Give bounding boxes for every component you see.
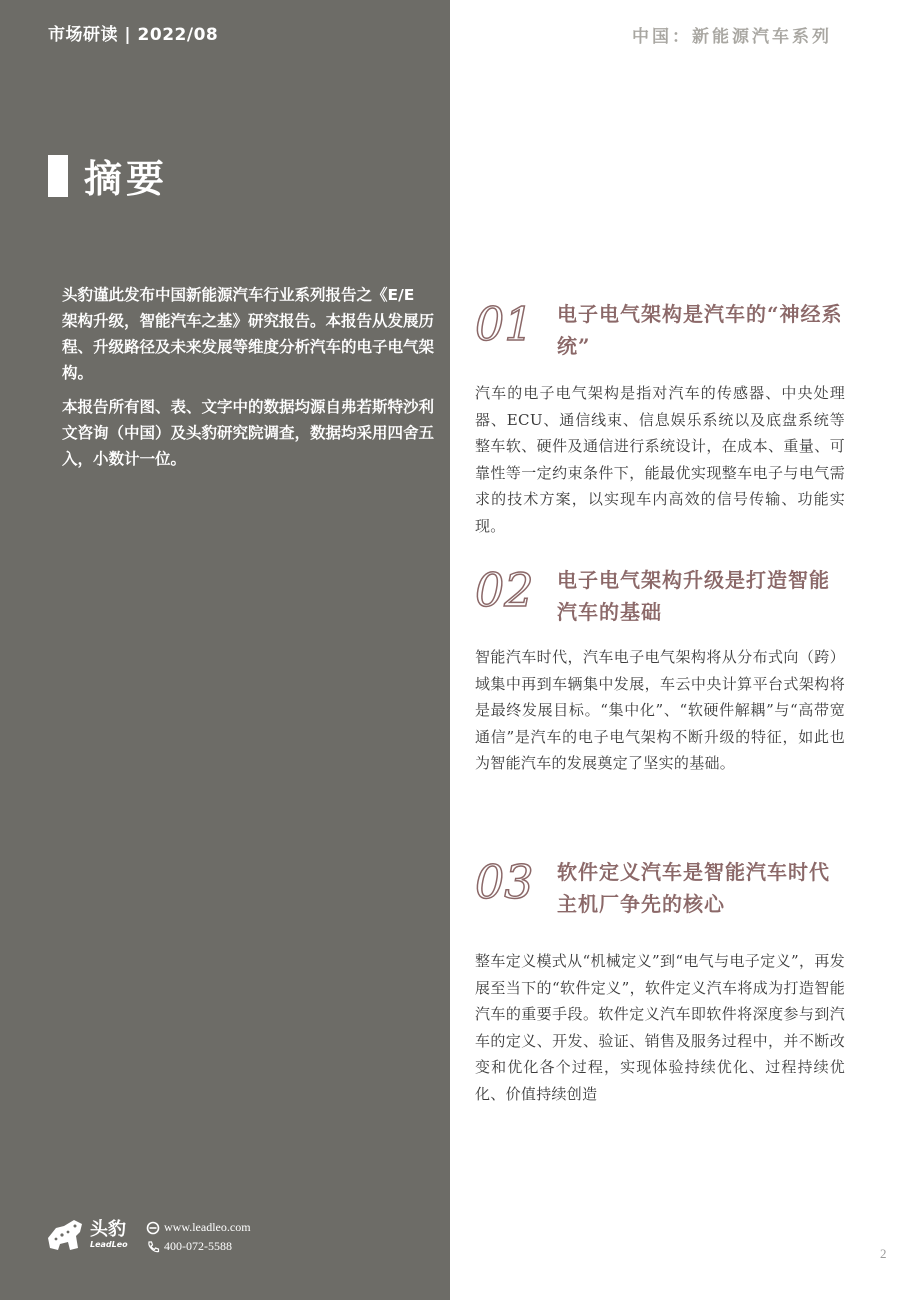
section-body: 整车定义模式从“机械定义”到“电气与电子定义”，再发展至当下的“软件定义”，软件定义汽车将成为打造智能汽车的重要手段。软件定义汽车即软件将深度参与到汽车的定义、开发、验证、销售及服务过程中，并不断改变和优化各个过程，实现体验持续优化、过程持续优化、价值持续创造 [475, 952, 845, 1103]
page-number: 2 [880, 1246, 887, 1261]
summary-paragraph: 头豹谨此发布中国新能源汽车行业系列报告之《E/E 架构升级，智能汽车之基》研究报告。本报告从发展历程、升级路径及未来发展等维度分析汽车的电子电气架构。 [62, 286, 435, 382]
section-03 [475, 856, 845, 1107]
section-header [475, 298, 845, 368]
website-link[interactable]: www.leadleo.com [164, 1220, 251, 1234]
phone-row [146, 1237, 251, 1256]
logo-english: LeadLeo [90, 1240, 128, 1249]
summary-intro [62, 282, 434, 480]
summary-heading [48, 148, 168, 203]
section-01 [475, 298, 845, 539]
section-number: 01 [475, 297, 534, 351]
section-number: 02 [475, 563, 534, 617]
section-body: 汽车的电子电气架构是指对汽车的传感器、中央处理器、ECU、通信线束、信息娱乐系统以及底盘系统等整车软、硬件及通信进行系统设计，在成本、重量、可靠性等一定约束条件下，能最优实现整车电子与电气需求的技术方案，以实现车内高效的信号传输、功能实现。 [475, 384, 845, 535]
phone-icon [146, 1240, 160, 1254]
summary-title: 摘要 [84, 156, 169, 201]
section-header [475, 856, 845, 926]
section-number: 03 [475, 855, 534, 909]
logo-chinese: 头豹 [90, 1219, 126, 1240]
header-report-type: 市场研读 | 2022/08 [48, 25, 219, 45]
website-row [146, 1218, 251, 1237]
leadleo-logo [46, 1218, 128, 1252]
leopard-logo-icon [46, 1218, 84, 1252]
section-body: 智能汽车时代，汽车电子电气架构将从分布式向（跨）域集中再到车辆集中发展，车云中央计算平台式架构将是最终发展目标。“集中化”、“软硬件解耦”与“高带宽通信”是汽车的电子电气架构不断升级的特征，如此也为智能汽车的发展奠定了坚实的基础。 [475, 648, 845, 772]
web-icon [146, 1221, 160, 1235]
section-title: 电子电气架构升级是打造智能汽车的基础 [557, 568, 830, 624]
summary-paragraph: 本报告所有图、表、文字中的数据均源自弗若斯特沙利文咨询（中国）及头豹研究院调查，数据均采用四舍五入，小数计一位。 [62, 398, 435, 468]
logo-text [90, 1220, 128, 1250]
section-title: 软件定义汽车是智能汽车时代主机厂争先的核心 [557, 860, 830, 916]
header-series-title: 中国：新能源汽车系列 [632, 27, 832, 47]
phone-number: 400-072-5588 [164, 1239, 232, 1253]
section-header [475, 564, 845, 634]
contact-info [146, 1218, 251, 1256]
summary-bar-marker [48, 155, 68, 197]
section-title: 电子电气架构是汽车的“神经系统” [557, 302, 843, 358]
section-02 [475, 564, 845, 777]
